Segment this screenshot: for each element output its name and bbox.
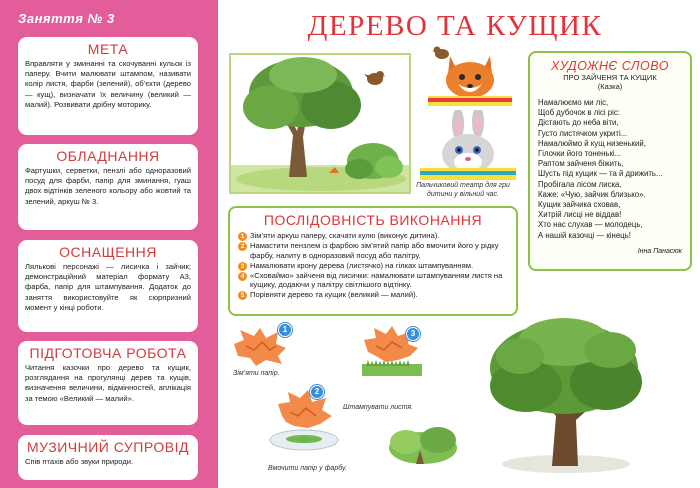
bush-image xyxy=(386,420,460,466)
poem-line: Каже: «Чую, зайчик близько». xyxy=(538,189,646,199)
prep-card xyxy=(18,341,198,425)
equipment-text: Фартушки, серветки, пензлі або одноразовий посуд для фарби, папір для зминання, гуаш двох відтінків зеленого кольору або жовтий та зелений, аркуш № 3. xyxy=(25,166,191,206)
prep-text: Читання казочки про дерево та кущик, розглядання на прогулянці дерев та кущів, визначення величини, відмінностей, аплікація за темою «Великий — малий». xyxy=(25,363,191,403)
paint-dip-image xyxy=(268,390,340,452)
equipment-card xyxy=(18,144,198,230)
step-text: Порівняти дерево та кущик (великий — малий). xyxy=(250,290,418,300)
lesson-number: Заняття № 3 xyxy=(18,11,115,26)
step-number: 1 xyxy=(238,232,247,241)
poem-line: Хитрій лисці не віддав! xyxy=(538,210,622,220)
setup-text: Лялькові персонажі — лисичка і зайчик; демонстраційний матеріал формату А3, фарба, папір для штампування. Додаток до заняття використовуйте як сюрпризний момент у кінці роботи. xyxy=(25,262,191,312)
poem-line: Дістають до неба віти, xyxy=(538,118,619,128)
setup-heading: ОСНАЩЕННЯ xyxy=(59,244,157,260)
poem-line: Намалюємо ми ліс, xyxy=(538,98,609,107)
poem-line: Шусть під кущик — та й дрижить... xyxy=(538,169,663,179)
prep-heading: ПІДГОТОВЧА РОБОТА xyxy=(29,345,187,361)
goal-text: Вправляти у зминанні та скочуванні кульок із паперу. Вчити малювати штампом, називати колір листя, фарби (зелений), об’єкти (дерево — кущ), визначати їх величину (великий — малий). Розвивати дрібну моторику. xyxy=(25,59,191,109)
step-badge-1: 1 xyxy=(278,323,292,337)
dip-caption: Вмочити папір у фарбу. xyxy=(268,465,347,472)
poem-line: Щоб дубочок в лісі ріс: xyxy=(538,108,620,118)
step-text: Намалювати крону дерева (листячко) на гілках штампуванням. xyxy=(250,260,474,270)
step-number: 4 xyxy=(238,272,247,281)
steps-heading: ПОСЛІДОВНІСТЬ ВИКОНАННЯ xyxy=(263,212,483,228)
poem-line: Гілочки його тоненькі... xyxy=(538,149,622,159)
steps-card xyxy=(228,206,518,316)
poem-line: Намалюймо й кущ низенький, xyxy=(538,138,646,148)
bird-icon xyxy=(364,68,386,88)
step-item xyxy=(238,261,508,271)
poem-heading: ХУДОЖНЄ СЛОВО xyxy=(550,59,670,73)
step-item xyxy=(238,231,508,241)
music-card xyxy=(18,435,198,480)
step-text: Намастити пензлем із фарбою зім’ятий папір або вмочити його у рідку фарбу, налиту в одноразовий посуд або палітру. xyxy=(250,241,499,260)
poem-line: Кущик зайчика сховав, xyxy=(538,200,621,210)
step-badge-2: 2 xyxy=(310,385,324,399)
step-item xyxy=(238,241,508,261)
hare-puppet-image xyxy=(420,110,516,180)
poem-line: Хто нас слухав — молодець, xyxy=(538,220,643,230)
music-text: Спів птахів або звуки природи. xyxy=(25,457,134,466)
step-item xyxy=(238,290,508,300)
crumple-caption: Зім’яти папір. xyxy=(233,370,280,377)
step-number: 3 xyxy=(238,262,247,271)
step-text: Зім’яти аркуш паперу, скачати кулю (виконує дитина). xyxy=(250,231,440,240)
fox-puppet-image xyxy=(428,50,512,110)
puppet-theatre-caption: Пальчиковий театр для гри дитини у вільний час. xyxy=(416,182,510,198)
step-number: 2 xyxy=(238,242,247,251)
step-text: «Сховаймо» зайченя від лисички: намалювати штампуванням листя на кущику, додаючи у палітру світлішого відтінку. xyxy=(250,270,503,290)
stamp-caption: Штампувати листя. xyxy=(343,404,414,411)
poem-subtitle: ПРО ЗАЙЧЕНЯ ТА КУЩИК xyxy=(563,73,657,82)
oak-tree-image xyxy=(480,316,648,476)
step-item xyxy=(238,271,508,291)
setup-card xyxy=(18,240,198,332)
goal-card xyxy=(18,37,198,135)
step-badge-3: 3 xyxy=(406,327,420,341)
goal-heading: МЕТА xyxy=(87,41,129,57)
page-title: ДЕРЕВО ТА КУЩИК xyxy=(307,10,603,42)
poem-line: Пробігала лісом лиска, xyxy=(538,179,622,189)
step-number: 5 xyxy=(238,291,247,300)
poem-lines xyxy=(538,98,682,241)
poem-card xyxy=(528,51,692,271)
poem-author: Інна Панасюк xyxy=(637,247,682,255)
poem-subtitle-genre: (Казка) xyxy=(597,82,623,91)
music-heading: МУЗИЧНИЙ СУПРОВІД xyxy=(27,439,189,455)
poem-line: А нашій казочці — кінець! xyxy=(538,230,631,240)
poem-line: Густо листячком укриті... xyxy=(538,128,628,138)
poem-line: Раптом зайченя біжить, xyxy=(538,159,624,169)
equipment-heading: ОБЛАДНАННЯ xyxy=(56,148,160,164)
